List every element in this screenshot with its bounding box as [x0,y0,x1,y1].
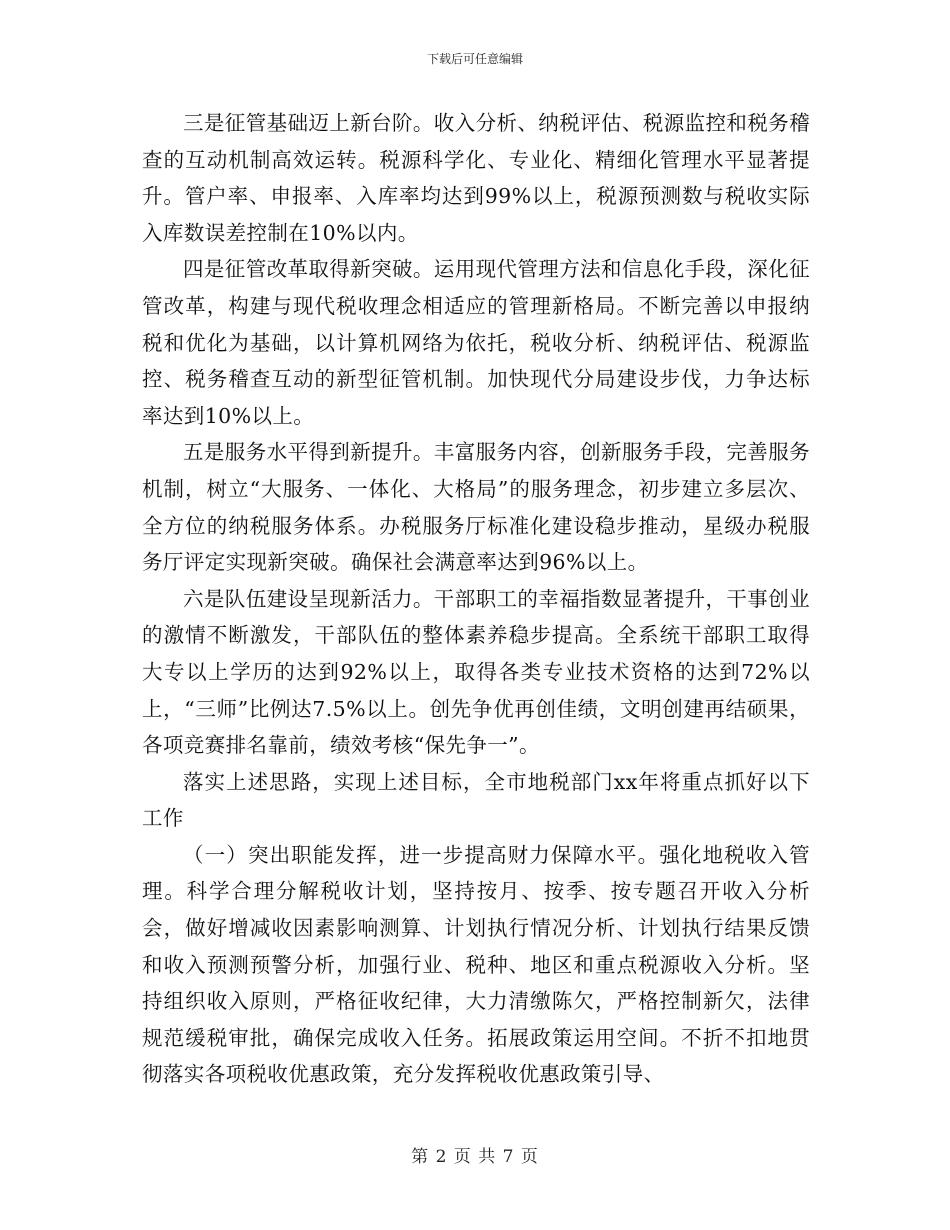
paragraph-section-one: （一）突出职能发挥，进一步提高财力保障水平。强化地税收入管理。科学合理分解税收计划，坚持按月、按季、按专题召开收入分析会，做好增减收因素影响测算、计划执行情况分析、计划执行结果反馈和收入预测预警分析，加强行业、税种、地区和重点税源收入分析。坚持组织收入原则，严格征收纪律，大力清缴陈欠，严格控制新欠，法律规范缓税审批，确保完成收入任务。拓展政策运用空间。不折不扣地贯彻落实各项税收优惠政策，充分发挥税收优惠政策引导、 [142,842,810,1087]
paragraph-transition: 落实上述思路，实现上述目标，全市地税部门xx年将重点抓好以下工作 [142,769,810,831]
page-number-footer: 第 2 页 共 7 页 [411,1147,539,1167]
paragraph-goal-five: 五是服务水平得到新提升。丰富服务内容，创新服务手段，完善服务机制，树立“大服务、一体化、大格局”的服务理念，初步建立多层次、全方位的纳税服务体系。办税服务厅标准化建设稳步推动，星级办税服务厅评定实现新突破。确保社会满意率达到96%以上。 [142,440,810,575]
page-header-note: 下载后可任意编辑 [426,52,523,66]
document-body [142,105,810,1093]
paragraph-goal-three: 三是征管基础迈上新台阶。收入分析、纳税评估、税源监控和税务稽查的互动机制高效运转。税源科学化、专业化、精细化管理水平显著提升。管户率、申报率、入库率均达到99%以上，税源预测数与税收实际入库数误差控制在10%以内。 [142,111,810,245]
paragraph-goal-four: 四是征管改革取得新突破。运用现代管理方法和信息化手段，深化征管改革，构建与现代税收理念相适应的管理新格局。不断完善以申报纳税和优化为基础，以计算机网络为依托，税收分析、纳税评估、税源监控、税务稽查互动的新型征管机制。加快现代分局建设步伐，力争达标率达到10%以上。 [142,257,810,428]
paragraph-goal-six: 六是队伍建设呈现新活力。干部职工的幸福指数显著提升，干事创业的激情不断激发，干部队伍的整体素养稳步提高。全系统干部职工取得大专以上学历的达到92%以上，取得各类专业技术资格的达到72%以上，“三师”比例达7.5%以上。创先争优再创佳绩，文明创建再结硕果，各项竞赛排名靠前，绩效考核“保先争一”。 [142,586,810,758]
